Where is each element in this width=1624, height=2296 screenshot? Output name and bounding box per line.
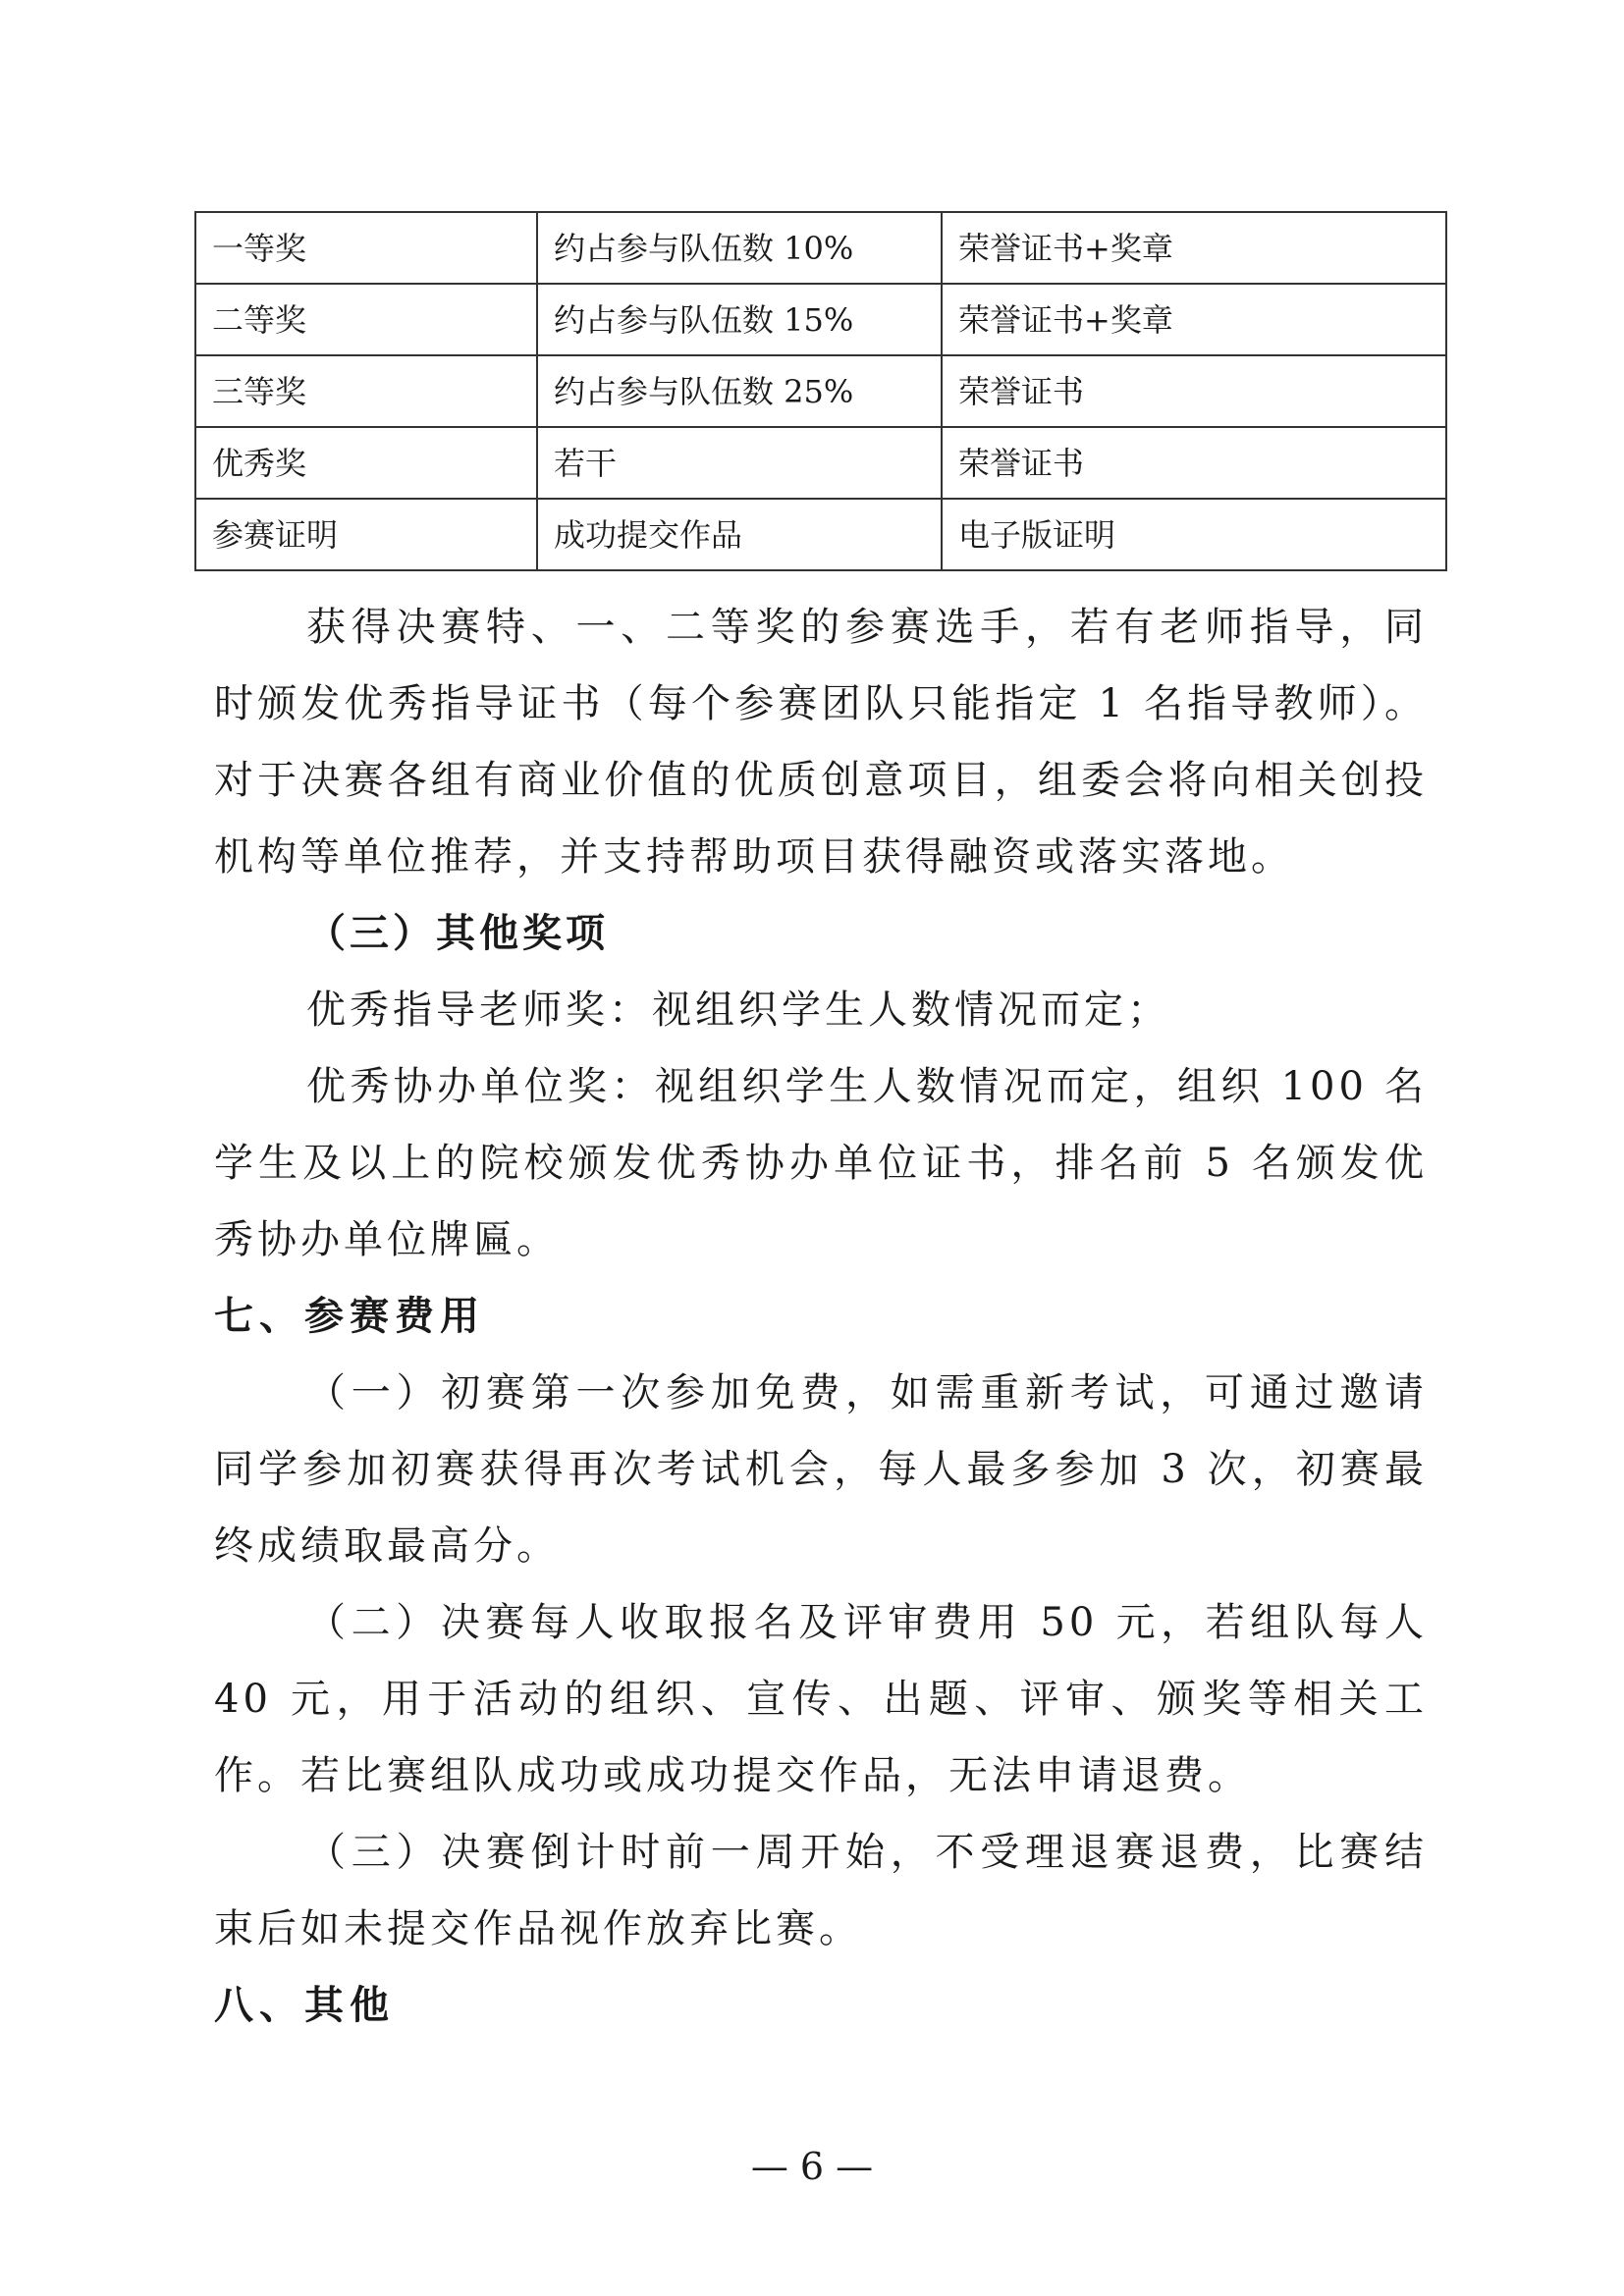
awards-table [194, 211, 1447, 571]
award-name-cell: 三等奖 [195, 355, 537, 427]
award-criteria-cell: 约占参与队伍数 10% [537, 212, 942, 284]
award-prize-cell: 电子版证明 [942, 499, 1446, 570]
award-prize-cell: 荣誉证书 [942, 355, 1446, 427]
subheading-other-awards: （三）其他奖项 [306, 910, 609, 956]
award-criteria-cell: 成功提交作品 [537, 499, 942, 570]
award-name-cell: 优秀奖 [195, 427, 537, 499]
award-name-cell: 参赛证明 [195, 499, 537, 570]
table-row [195, 355, 1446, 427]
award-criteria-cell: 若干 [537, 427, 942, 499]
table-row [195, 499, 1446, 570]
table-row [195, 284, 1446, 355]
section-heading-other: 八、其他 [214, 1982, 395, 2028]
award-prize-cell: 荣誉证书 [942, 427, 1446, 499]
award-prize-cell: 荣誉证书+奖章 [942, 212, 1446, 284]
paragraph-excellent-instructor: 优秀指导老师奖：视组织学生人数情况而定； [306, 988, 1170, 1033]
paragraph-excellent-coorganizer: 优秀协办单位奖：视组织学生人数情况而定，组织 100 名学生及以上的院校颁发优秀协办单位证书，排名前 5 名颁发优秀协办单位牌匾。 [214, 1064, 1428, 1262]
award-criteria-cell: 约占参与队伍数 15% [537, 284, 942, 355]
table-row [195, 427, 1446, 499]
award-prize-cell: 荣誉证书+奖章 [942, 284, 1446, 355]
award-name-cell: 二等奖 [195, 284, 537, 355]
paragraph-fee-2: （二）决赛每人收取报名及评审费用 50 元，若组队每人 40 元，用于活动的组织、宣传、出题、评审、颁奖等相关工作。若比赛组队成功或成功提交作品，无法申请退费。 [214, 1600, 1428, 1798]
award-criteria-cell: 约占参与队伍数 25% [537, 355, 942, 427]
section-heading-fees: 七、参赛费用 [214, 1293, 485, 1339]
award-name-cell: 一等奖 [195, 212, 537, 284]
body-text [214, 589, 1428, 2044]
paragraph-fee-1: （一）初赛第一次参加免费，如需重新考试，可通过邀请同学参加初赛获得再次考试机会，每人最多参加 3 次，初赛最终成绩取最高分。 [214, 1370, 1428, 1569]
paragraph-fee-3: （三）决赛倒计时前一周开始，不受理退赛退费，比赛结束后如未提交作品视作放弃比赛。 [214, 1830, 1428, 1951]
paragraph-instructor-certificate: 获得决赛特、一、二等奖的参赛选手，若有老师指导，同时颁发优秀指导证书（每个参赛团队只能指定 1 名指导教师）。对于决赛各组有商业价值的优质创意项目，组委会将向相关创投机构等单位推荐，并支持帮助项目获得融资或落实落地。 [214, 605, 1428, 880]
table-row [195, 212, 1446, 284]
page-number: — 6 — [750, 2145, 874, 2188]
